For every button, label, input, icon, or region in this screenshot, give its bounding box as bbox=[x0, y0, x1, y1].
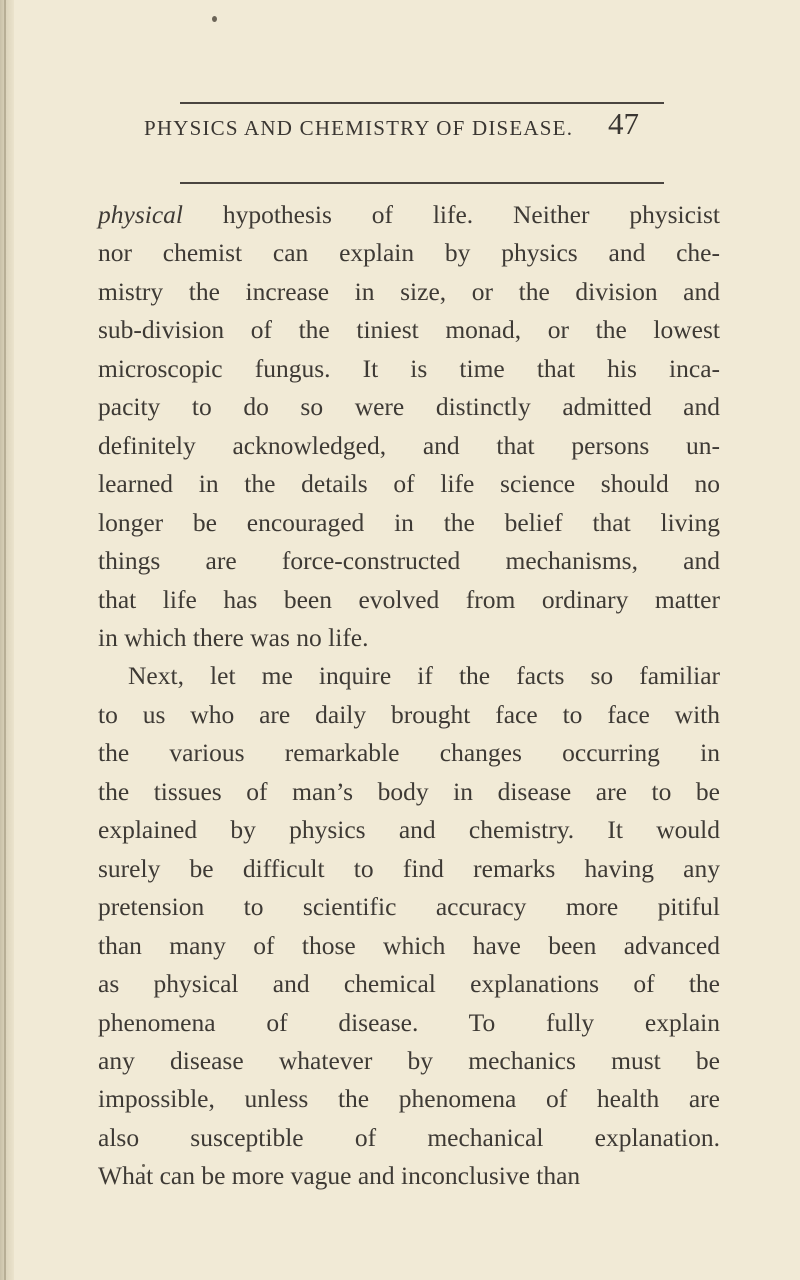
binding-edge bbox=[4, 0, 6, 1280]
paragraph-start-line: Next, let me inquire if the facts so familiar bbox=[128, 661, 720, 691]
text-line: mistry the increase in size, or the division and bbox=[98, 276, 720, 306]
text-line: learned in the details of life science should no bbox=[98, 469, 720, 499]
text-line: that life has been evolved from ordinary matter bbox=[98, 584, 720, 614]
text-line: any disease whatever by mechanics must be bbox=[98, 1045, 720, 1075]
text-line: longer be encouraged in the belief that living bbox=[98, 507, 720, 537]
page-number: 47 bbox=[608, 106, 639, 141]
text-line: phenomena of disease. To fully explain bbox=[98, 1007, 720, 1037]
text-line: microscopic fungus. It is time that his inca- bbox=[98, 353, 720, 383]
text-line: definitely acknowledged, and that persons un- bbox=[98, 430, 720, 460]
text-line: the various remarkable changes occurring in bbox=[98, 738, 720, 768]
running-header: PHYSICS AND CHEMISTRY OF DISEASE. bbox=[144, 116, 574, 140]
text-line: What can be more vague and inconclusive than bbox=[98, 1161, 581, 1191]
italic-word: physical bbox=[98, 200, 183, 229]
text-line: than many of those which have been advanced bbox=[98, 930, 720, 960]
text-line: to us who are daily brought face to face with bbox=[98, 699, 720, 729]
text-line: pretension to scientific accuracy more pitiful bbox=[98, 892, 720, 922]
header-bottom-rule bbox=[180, 182, 664, 184]
text-line: also susceptible of mechanical explanation. bbox=[98, 1122, 720, 1152]
text-line: as physical and chemical explanations of the bbox=[98, 969, 720, 999]
text-line: sub-division of the tiniest monad, or the lowest bbox=[98, 315, 720, 345]
page-gutter-shadow bbox=[0, 0, 14, 1280]
text-line: pacity to do so were distinctly admitted and bbox=[98, 392, 720, 422]
print-speck bbox=[212, 16, 217, 22]
text-line: things are force-constructed mechanisms, and bbox=[98, 546, 720, 576]
text-line: surely be difficult to find remarks having any bbox=[98, 853, 720, 883]
header-top-rule bbox=[180, 102, 664, 104]
text-line: explained by physics and chemistry. It would bbox=[98, 815, 720, 845]
text-line: impossible, unless the phenomena of health are bbox=[98, 1084, 720, 1114]
text-line: the tissues of man’s body in disease are to be bbox=[98, 776, 720, 806]
text-line bbox=[98, 196, 720, 234]
text-line: in which there was no life. bbox=[98, 622, 369, 652]
text-line: nor chemist can explain by physics and che- bbox=[98, 238, 720, 268]
line-rest: hypothesis of life. Neither physicist bbox=[182, 200, 720, 229]
body-text bbox=[98, 196, 720, 1196]
